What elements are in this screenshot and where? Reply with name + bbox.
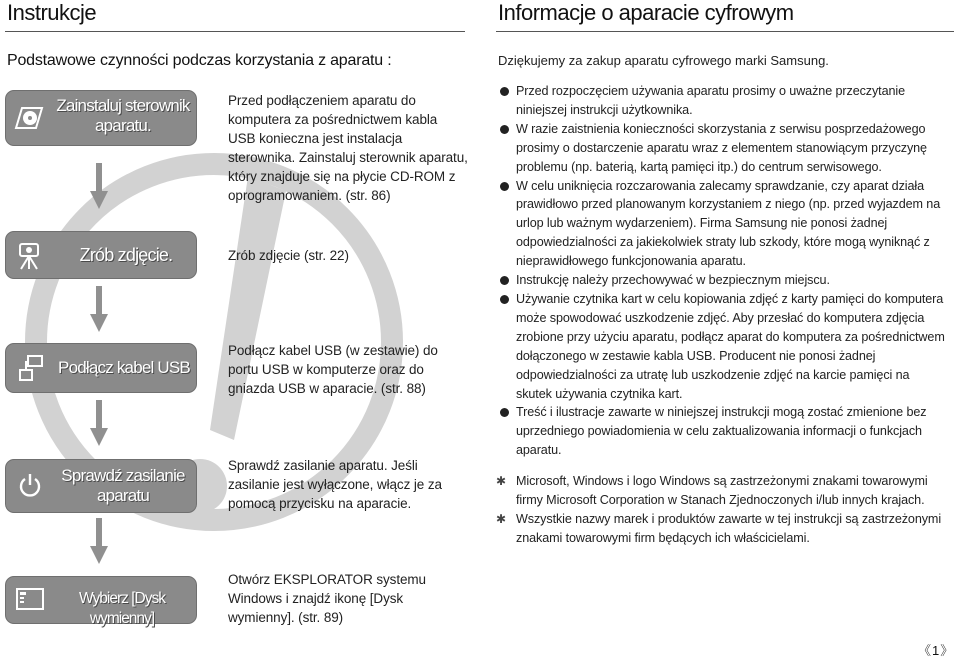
step-select-removable-disk — [5, 576, 197, 627]
section-title: Informacje o aparacie cyfrowym — [498, 0, 794, 25]
step-take-photo — [5, 231, 197, 279]
usb-connection-icon — [16, 354, 46, 382]
step-description: Otwórz EKSPLORATOR systemu Windows i znajdź ikonę [Dysk wymienny]. (str. 89) — [228, 572, 426, 625]
intro-text: Dziękujemy za zakup aparatu cyfrowego marki Samsung. — [498, 53, 829, 68]
list-item: ✱ Microsoft, Windows i logo Windows są zastrzeżonymi znakami towarowymi firmy Microsoft Corporation w Stanach Zjednoczonych i/lub innych krajach. — [498, 472, 946, 510]
removable-disk-icon — [15, 587, 45, 611]
step-install-driver — [5, 90, 197, 146]
cd-disc-icon — [14, 104, 46, 132]
list-item: ✱ Wszystkie nazwy marek i produktów zawarte w tej instrukcji są zastrzeżonymi znakami towarowymi firm będących ich właścicielami. — [498, 510, 946, 548]
step-label: Zainstaluj sterownik aparatu. — [56, 96, 190, 135]
section-subtitle: Podstawowe czynności podczas korzystania z aparatu : — [7, 52, 392, 69]
list-item: Używanie czytnika kart w celu kopiowania zdjęć z karty pamięci do komputera może spowodować uszkodzenie zdjęć. Aby przesłać do komputera zdjęcia zrobione przy użyciu aparatu, podłącz aparat do komputera za pośrednictwem dołączonego w zestawie kabla USB. Producent nie ponosi żadnej odpowiedzialności za utratę lub uszkodzenie zdjęć na karcie pamięci na skutek używania czytnika kart. — [500, 290, 946, 403]
title-divider — [5, 31, 465, 32]
step-label: Zrób zdjęcie. — [79, 245, 173, 265]
page-title: Instrukcje — [7, 0, 97, 25]
step-connect-usb — [5, 343, 197, 393]
step-label: Wybierz [Dysk wymienny] — [79, 590, 165, 627]
power-icon — [17, 472, 43, 500]
trademark-notes — [498, 472, 946, 548]
camera-tripod-icon — [16, 240, 42, 270]
step-description: Przed podłączeniem aparatu do komputera za pośrednictwem kabla USB konieczna jest instalacja sterownika. Zainstaluj sterownik aparatu, który znajduje się na płycie CD-ROM z oprogramowaniem. (str. 86) — [228, 93, 468, 203]
step-check-power — [5, 459, 197, 513]
down-arrow-icon — [89, 163, 109, 209]
page-number: 《1》 — [918, 643, 955, 658]
step-description: Sprawdź zasilanie aparatu. Jeśli zasilanie jest wyłączone, włącz je za pomocą przycisku na aparacie. — [228, 458, 442, 511]
step-description: Zrób zdjęcie (str. 22) — [228, 248, 349, 263]
step-description: Podłącz kabel USB (w zestawie) do portu USB w komputerze oraz do gniazda USB w aparacie. (str. 88) — [228, 343, 438, 396]
list-item: W celu uniknięcia rozczarowania zalecamy sprawdzanie, czy aparat działa prawidłowo przed planowanym korzystaniem z niego (np. przed wyjazdem na urlop lub ważnym wydarzeniem). Firma Samsung nie ponosi żadnej odpowiedzialności za jakiekolwiek straty lub szkody, które mogą wyniknąć z nieprawidłowego funkcjonowania aparatu. — [500, 177, 946, 272]
down-arrow-icon — [89, 286, 109, 332]
step-label: Sprawdź zasilanie aparatu — [61, 466, 185, 505]
info-bullet-list — [500, 82, 946, 460]
title-divider — [496, 31, 954, 32]
list-item: Instrukcję należy przechowywać w bezpiecznym miejscu. — [500, 271, 946, 290]
down-arrow-icon — [89, 400, 109, 446]
step-label: Podłącz kabel USB — [58, 358, 190, 377]
down-arrow-icon — [89, 518, 109, 564]
list-item: W razie zaistnienia konieczności skorzystania z serwisu posprzedażowego prosimy o dostarczenie aparatu wraz z elementem stanowiącym przyczynę problemu (np. baterią, kartą pamięci itp.) do centrum serwisowego. — [500, 120, 946, 177]
list-item: Treść i ilustracje zawarte w niniejszej instrukcji mogą zostać zmienione bez uprzedniego powiadomienia w celu zaktualizowania informacji o funkcjach aparatu. — [500, 403, 946, 460]
list-item: Przed rozpoczęciem używania aparatu prosimy o uważne przeczytanie niniejszej instrukcji użytkownika. — [500, 82, 946, 120]
